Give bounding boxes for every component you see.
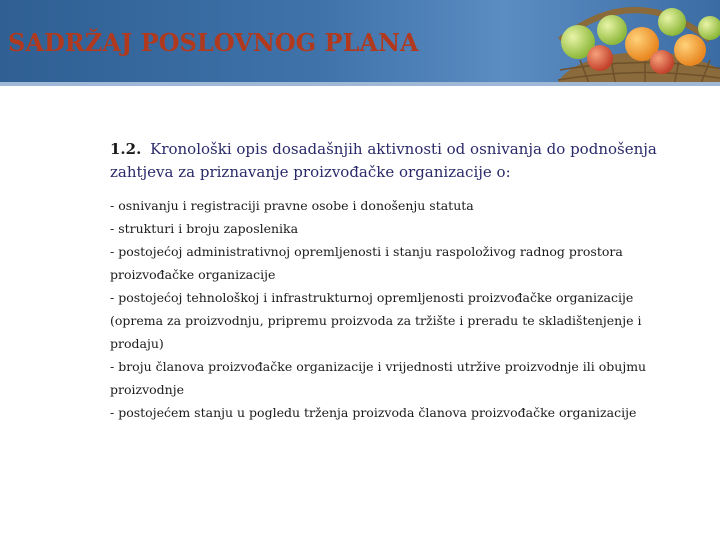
fruit-basket-icon <box>550 0 720 86</box>
list-item: - postojećem stanju u pogledu trženja proizvoda članova proizvođačke organizacije <box>110 405 637 420</box>
list-item: - postojećoj tehnološkoj i infrastrukturnoj opremljenosti proizvođačke organizacije (oprema za proizvodnju, pripremu proizvoda za tržište i preradu te skladištenjenje i prodaju) <box>110 290 642 351</box>
section-heading <box>110 138 685 184</box>
list-item: - osnivanju i registraciji pravne osobe i donošenju statuta <box>110 198 474 213</box>
slide-body <box>110 138 685 424</box>
list-item: - postojećoj administrativnoj opremljenosti i stanju raspoloživog radnog prostora proizvođačke organizacije <box>110 244 623 282</box>
list-item: - strukturi i broju zaposlenika <box>110 221 299 236</box>
section-heading-text: Kronološki opis dosadašnjih aktivnosti od osnivanja do podnošenja zahtjeva za priznavanje proizvođačke organizacije o: <box>110 140 657 181</box>
slide-header <box>0 0 720 86</box>
slide-title: SADRŽAJ POSLOVNOG PLANA <box>8 28 419 57</box>
section-number: 1.2. <box>110 140 142 158</box>
list-item: - broju članova proizvođačke organizacije i vrijednosti utržive proizvodnje ili obujmu proizvodnje <box>110 359 647 397</box>
activity-list <box>110 194 685 424</box>
header-divider <box>0 82 720 86</box>
